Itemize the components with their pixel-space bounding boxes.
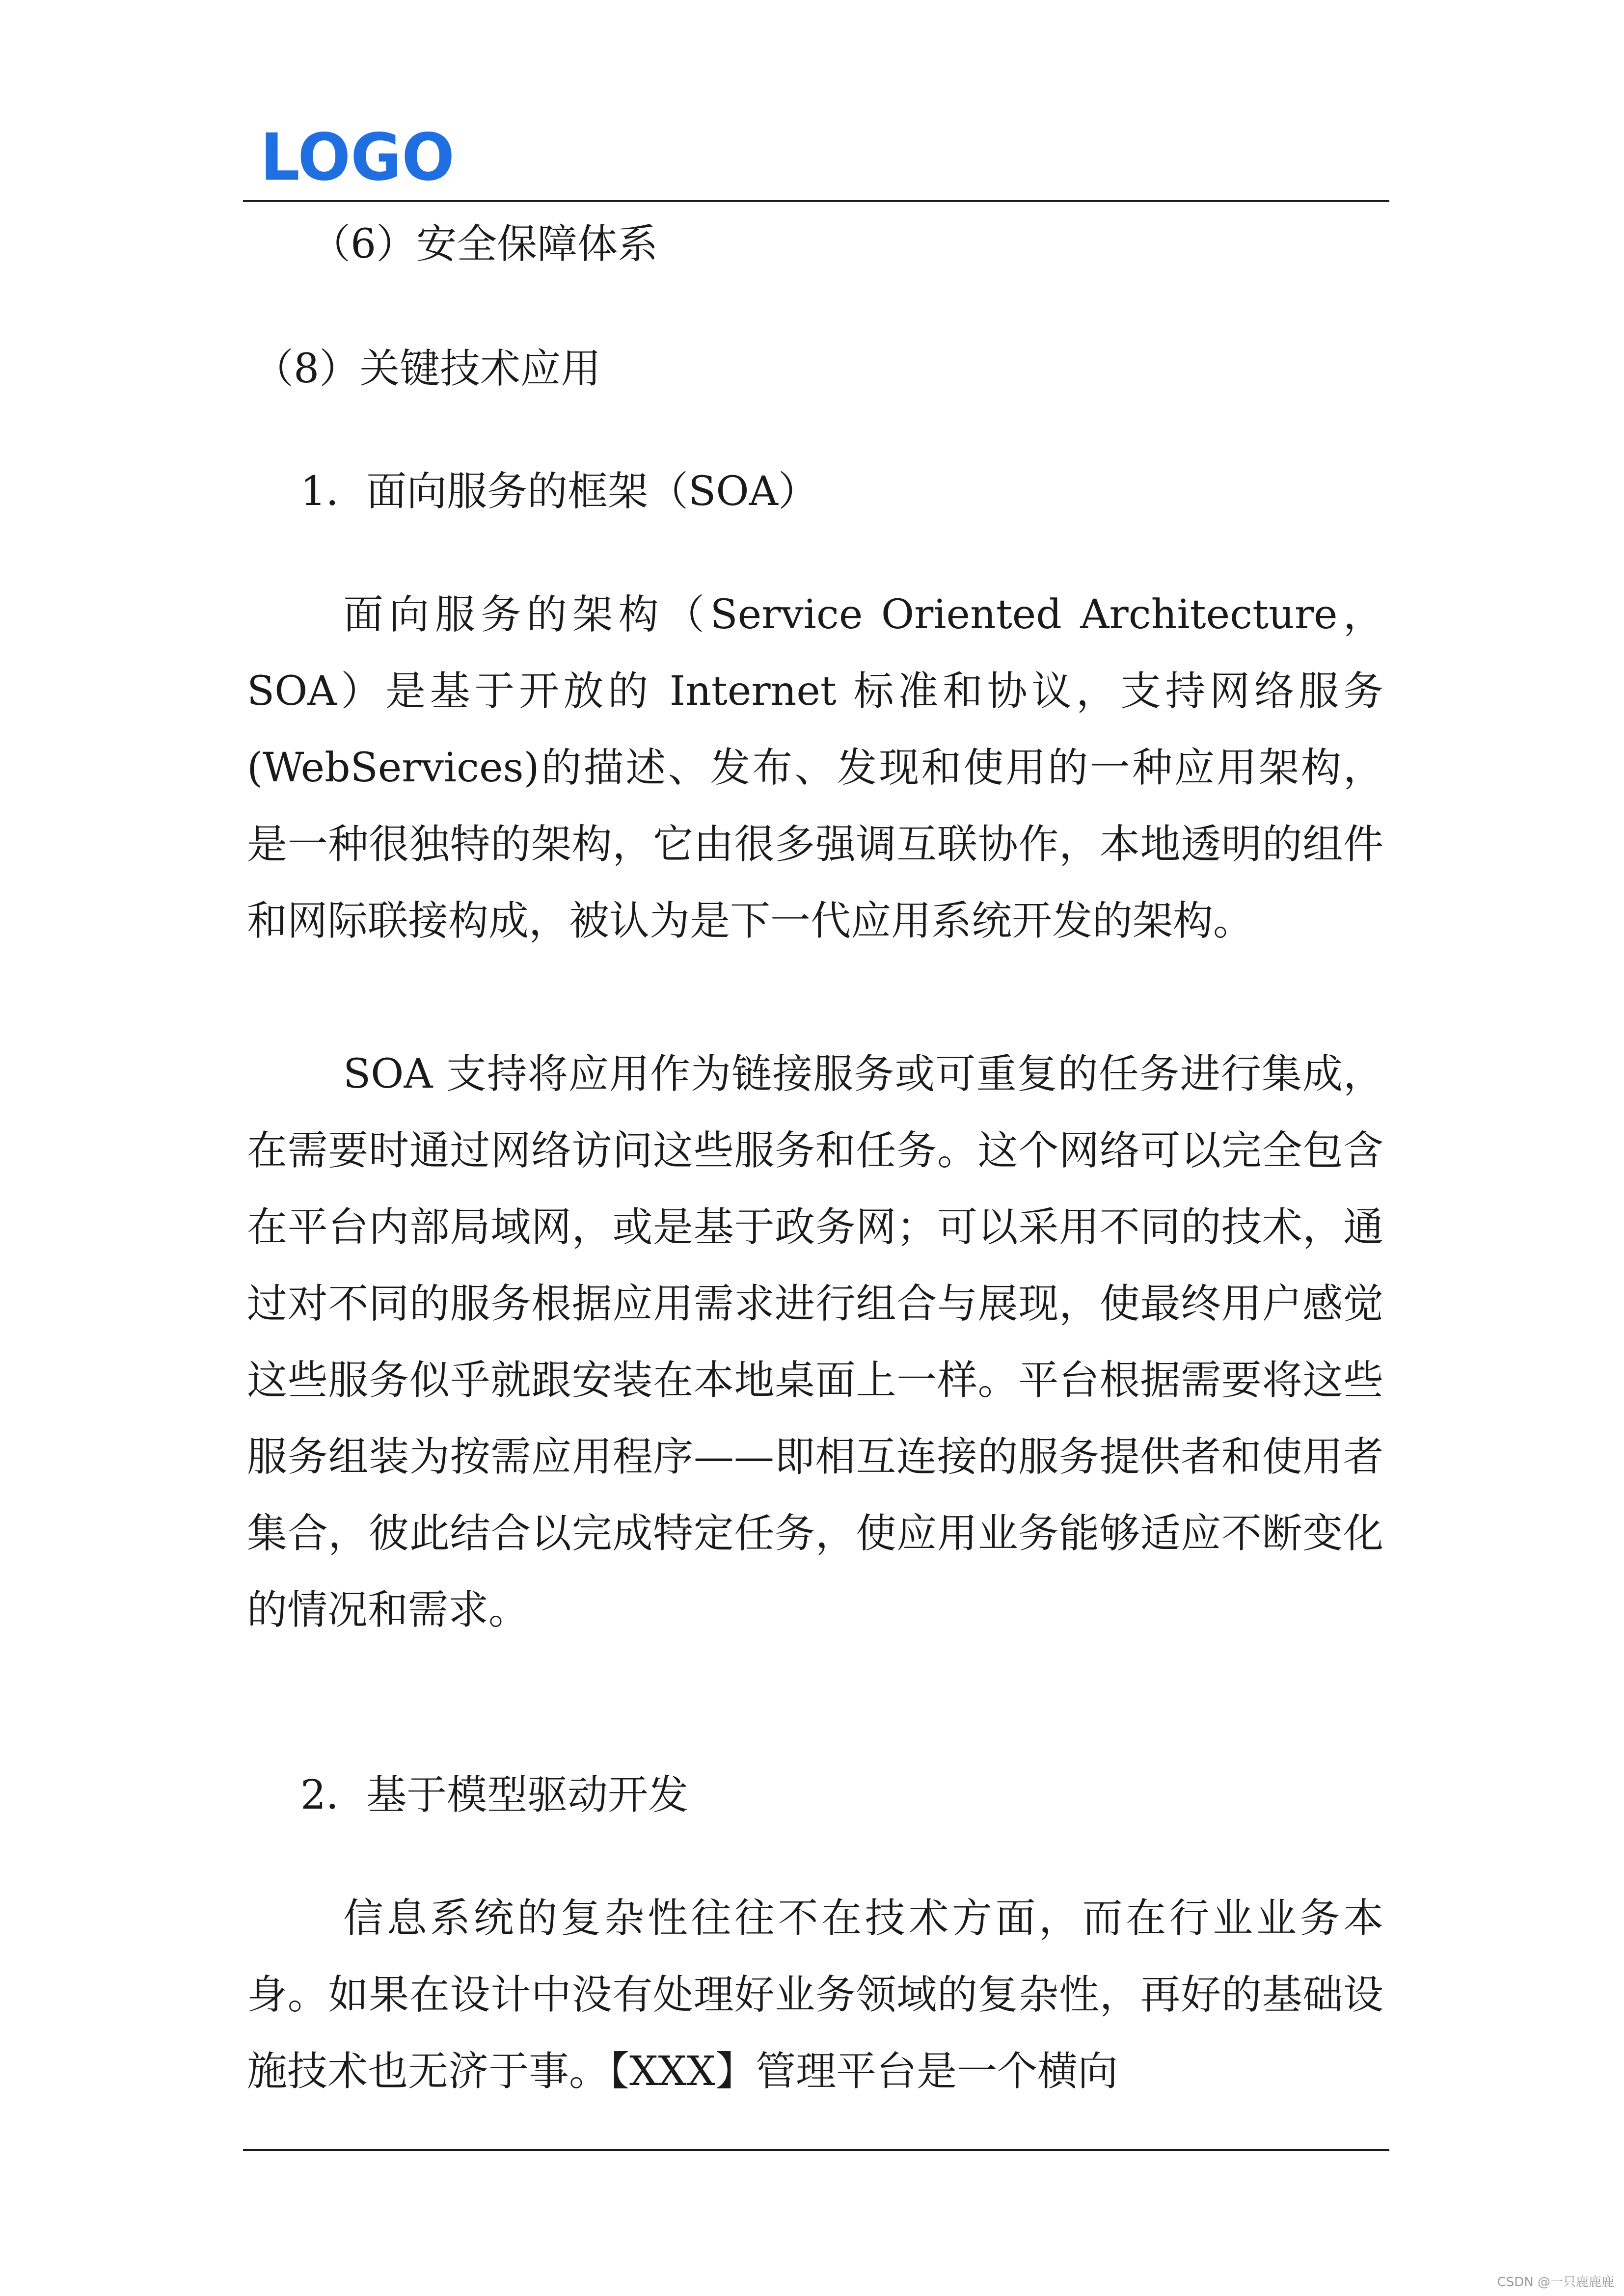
section-heading-6: （6）安全保障体系	[310, 221, 658, 267]
footer-rule	[243, 2149, 1389, 2151]
header-rule	[243, 200, 1389, 202]
soa-paragraph-2: SOA 支持将应用作为链接服务或可重复的任务进行集成，在需要时通过网络访问这些服务和任务。这个网络可以完全包含在平台内部局域网，或是基于政务网；可以采用不同的技术，通过对不同的服务根据应用需求进行组合与展现，使最终用户感觉这些服务似乎就跟安装在本地桌面上一样。平台根据需要将这些服务组装为按需应用程序——即相互连接的服务提供者和使用者集合，彼此结合以完成特定任务，使应用业务能够适应不断变化的情况和需求。	[247, 1051, 1383, 1633]
logo	[260, 127, 457, 186]
mdd-paragraph-1: 信息系统的复杂性往往不在技术方面，而在行业业务本身。如果在设计中没有处理好业务领域的复杂性，再好的基础设施技术也无济于事。【XXX】管理平台是一个横向	[247, 1895, 1383, 2095]
section-heading-8: （8）关键技术应用	[253, 346, 601, 392]
watermark: CSDN @一只鹿鹿鹿	[1497, 2275, 1614, 2290]
subsection-heading-soa: 1．面向服务的框架（SOA）	[300, 468, 818, 515]
soa-paragraph-1: 面向服务的架构（Service Oriented Architecture，SOA）是基于开放的 Internet 标准和协议，支持网络服务(WebServices)的描述、发布、发现和使用的一种应用架构，是一种很独特的架构，它由很多强调互联协作，本地透明的组件和网际联接构成，被认为是下一代应用系统开发的架构。	[247, 591, 1383, 944]
logo-text: LOGO	[260, 127, 455, 186]
subsection-heading-mdd: 2．基于模型驱动开发	[300, 1772, 689, 1818]
